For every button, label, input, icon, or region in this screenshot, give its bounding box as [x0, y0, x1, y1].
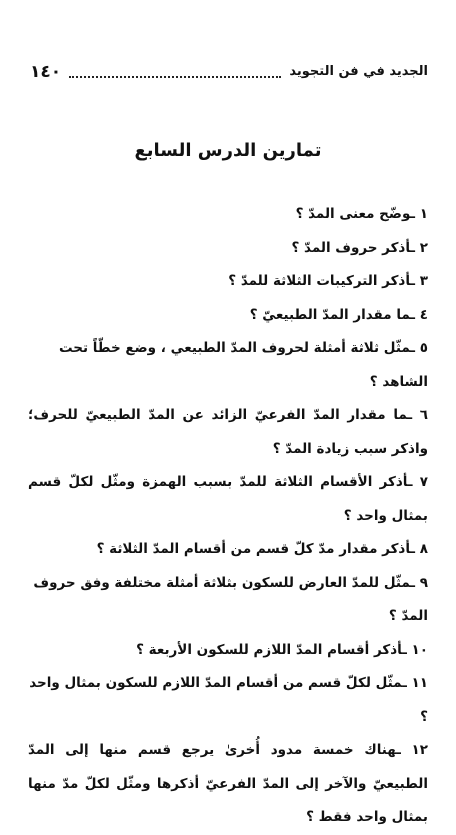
dotted-leader [69, 75, 281, 78]
lesson-title: تمارين الدرس السابع [134, 140, 322, 161]
page-number: ١٤٠ [30, 62, 62, 82]
exercise-item: ٢ ـأذكر حروف المدّ ؟ [291, 239, 428, 256]
book-title: الجديد في فن التجويد [289, 64, 428, 79]
exercise-item: ٣ ـأذكر التركيبات الثلاثة للمدّ ؟ [228, 273, 428, 289]
exercise-item: ٥ ـمثّل ثلاثة أمثلة لحروف المدّ الطبيعي ، وضع خطّاً تحت الشاهد ؟ [58, 340, 428, 390]
exercise-item: ١٠ ـأذكر أقسام المدّ اللازم للسكون الأربعة ؟ [136, 641, 428, 658]
exercise-item: ١ ـوضّح معنى المدّ ؟ [295, 206, 428, 222]
exercise-item: ١٢ ـهناك خمسة مدود أُخرىٰ يرجع قسم منها إلى المدّ الطبيعيّ والآخر إلى المدّ الفرعيّ أذكرها ومثّل لكلّ مدّ منها بمثال واحد فقط ؟ [28, 742, 428, 825]
exercise-item: ٧ ـأذكر الأقسام الثلاثة للمدّ بسبب الهمزة ومثّل لكلّ قسم بمثال واحد ؟ [28, 474, 428, 524]
exercise-item: ٤ ـما مقدار المدّ الطبيعيّ ؟ [249, 306, 428, 323]
exercise-list [28, 198, 428, 835]
exercise-item: ٩ ـمثّل للمدّ العارض للسكون بثلاثة أمثلة مختلفة وفق حروف المدّ ؟ [33, 574, 428, 624]
running-header [30, 60, 428, 84]
exercise-item: ٦ ـما مقدار المدّ الفرعيّ الزائد عن المدّ الطبيعيّ للحرف؛ واذكر سبب زيادة المدّ ؟ [28, 407, 428, 457]
exercise-item: ٨ ـأذكر مقدار مدّ كلّ قسم من أقسام المدّ الثلاثة ؟ [96, 541, 428, 557]
exercise-item: ١١ ـمثّل لكلّ قسم من أقسام المدّ اللازم للسكون بمثال واحد ؟ [29, 675, 428, 725]
